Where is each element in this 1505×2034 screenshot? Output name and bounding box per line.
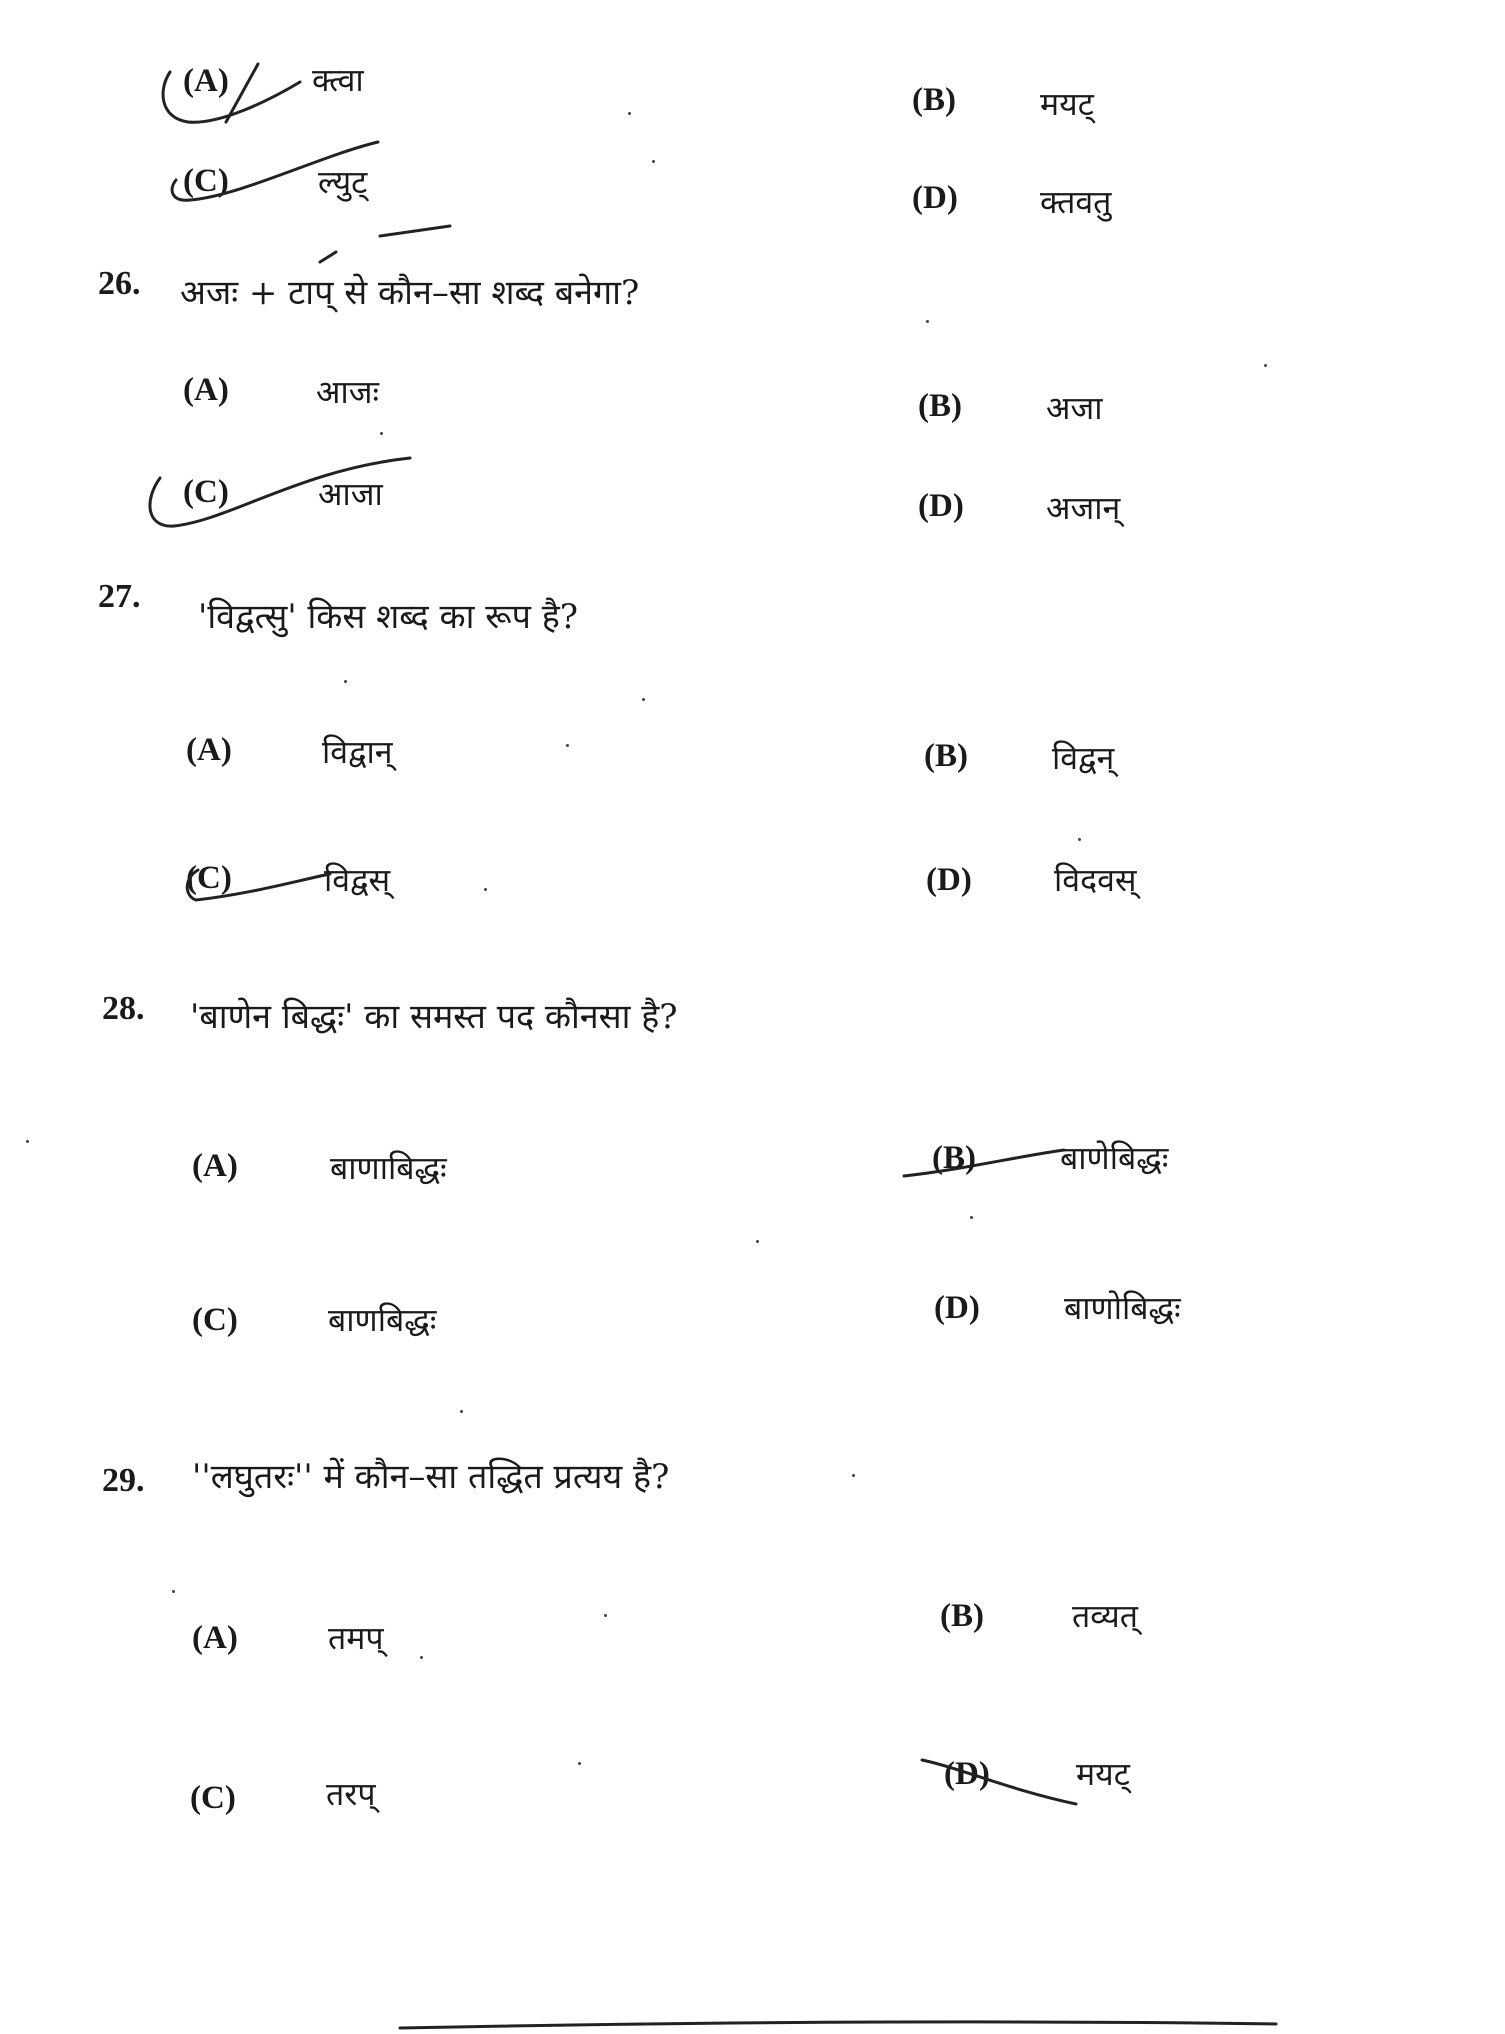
scan-speck	[566, 744, 569, 747]
question-text: 'बाणेन बिद्धः' का समस्त पद कौनसा है?	[190, 997, 678, 1037]
question-number: 29.	[102, 1462, 145, 1499]
pen-mark	[320, 252, 336, 262]
option-text: आजा	[318, 475, 383, 513]
option-text: तरप्	[326, 1775, 376, 1813]
option-letter: (A)	[183, 372, 229, 408]
option-text: अजा	[1046, 389, 1103, 427]
option-text: मयट्	[1040, 85, 1094, 123]
option-letter: (C)	[183, 163, 229, 199]
option-text: ल्युट्	[318, 163, 368, 201]
question-text: ''लघुतरः'' में कौन–सा तद्धित प्रत्यय है?	[192, 1457, 670, 1497]
question-number: 26.	[98, 265, 141, 302]
option-text: विद्वन्	[1052, 739, 1115, 777]
scan-speck	[1264, 364, 1267, 367]
scan-speck	[852, 1474, 855, 1477]
scan-speck	[970, 1216, 973, 1219]
scan-speck	[926, 320, 929, 323]
option-text: बाणाबिद्धः	[330, 1149, 447, 1187]
option-letter: (C)	[192, 1302, 238, 1338]
option-letter: (B)	[912, 82, 956, 118]
option-letter: (A)	[183, 63, 229, 99]
option-letter: (C)	[183, 474, 229, 510]
option-letter: (A)	[192, 1148, 238, 1184]
option-letter: (D)	[918, 488, 964, 524]
option-text: क्तवतु	[1040, 183, 1112, 221]
option-letter: (A)	[186, 732, 232, 768]
scan-speck	[172, 1590, 175, 1593]
option-letter: (B)	[940, 1598, 984, 1634]
pen-mark	[904, 1150, 1064, 1176]
scan-speck	[380, 432, 383, 435]
option-text: अजान्	[1046, 489, 1121, 527]
option-text: विद्वस्	[324, 861, 391, 899]
option-letter: (B)	[918, 388, 962, 424]
option-letter: (D)	[912, 180, 958, 216]
question-text: अजः + टाप् से कौन–सा शब्द बनेगा?	[180, 273, 640, 313]
option-letter: (B)	[924, 738, 968, 774]
scan-speck	[604, 1614, 607, 1617]
option-text: तव्यत्	[1072, 1597, 1138, 1635]
option-text: क्त्वा	[312, 61, 364, 99]
pen-mark	[226, 64, 258, 122]
option-letter: (B)	[932, 1140, 976, 1176]
scan-speck	[642, 698, 645, 701]
option-letter: (D)	[926, 862, 972, 898]
option-text: तमप्	[328, 1619, 384, 1657]
option-text: विद्वान्	[322, 733, 393, 771]
scan-speck	[460, 1410, 463, 1413]
scan-speck	[756, 1240, 759, 1243]
scan-speck	[344, 680, 347, 683]
scan-speck	[652, 160, 655, 163]
option-text: आजः	[316, 373, 379, 411]
scan-speck	[1078, 838, 1081, 841]
scan-speck	[628, 112, 631, 115]
option-text: विदवस्	[1054, 861, 1137, 899]
scan-speck	[484, 888, 487, 891]
pen-mark	[380, 226, 450, 236]
option-letter: (C)	[186, 860, 232, 896]
option-text: बाणबिद्धः	[328, 1301, 437, 1339]
pen-mark	[400, 2022, 1276, 2028]
scan-speck	[420, 1656, 423, 1659]
option-text: बाणेबिद्धः	[1060, 1139, 1169, 1177]
option-letter: (D)	[944, 1756, 990, 1792]
question-number: 27.	[98, 578, 141, 615]
scan-speck	[26, 1140, 29, 1143]
option-letter: (D)	[934, 1290, 980, 1326]
question-text: 'विद्वत्सु' किस शब्द का रूप है?	[198, 597, 579, 637]
option-letter: (A)	[192, 1620, 238, 1656]
option-text: बाणोबिद्धः	[1064, 1289, 1181, 1327]
question-number: 28.	[102, 990, 145, 1027]
option-letter: (C)	[190, 1780, 236, 1816]
option-text: मयट्	[1076, 1755, 1130, 1793]
scan-speck	[578, 1762, 581, 1765]
